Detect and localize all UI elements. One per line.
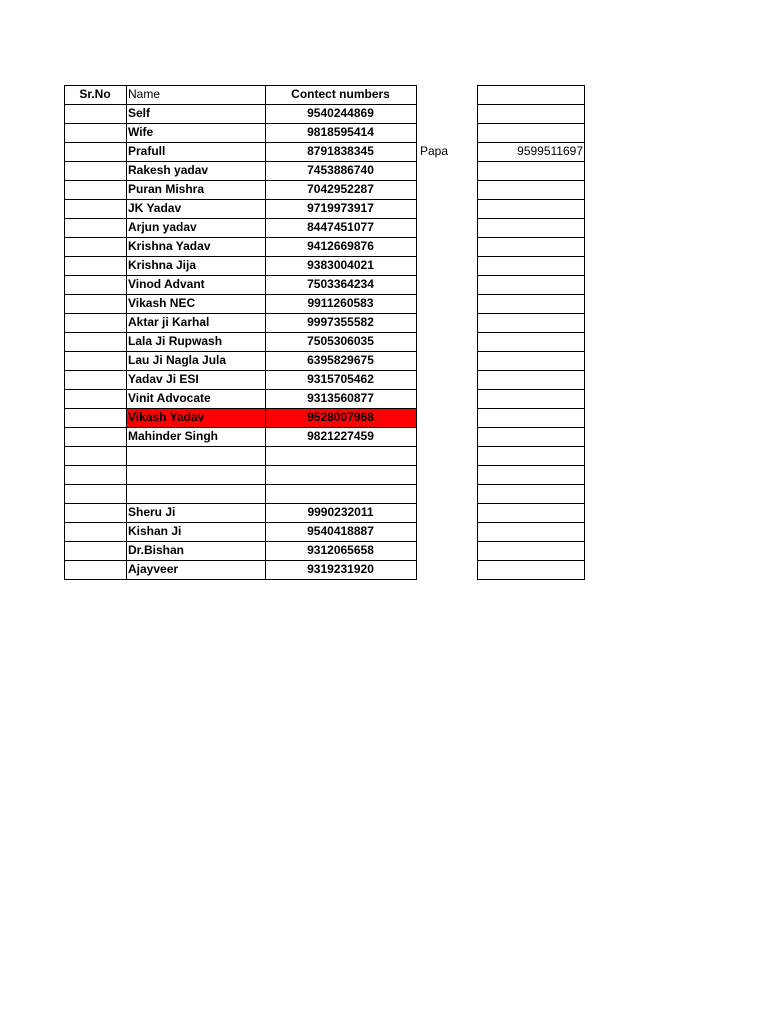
grid-hline [64, 180, 417, 181]
number-cell[interactable]: 9412669876 [307, 239, 374, 253]
table-row [64, 503, 585, 522]
number-cell[interactable]: 9990232011 [307, 505, 374, 519]
table-row [64, 123, 585, 142]
table-row [64, 389, 585, 408]
name-cell[interactable]: Prafull [128, 144, 166, 158]
grid-hline [64, 560, 417, 561]
table-row [64, 237, 585, 256]
table-row [64, 370, 585, 389]
grid-hline [64, 237, 417, 238]
name-cell[interactable]: Kishan Ji [128, 524, 182, 538]
name-cell[interactable] [126, 465, 265, 484]
number-cell[interactable]: 9383004021 [307, 258, 374, 272]
extra-number-cell[interactable]: 9599511697 [517, 144, 583, 158]
name-cell[interactable]: Krishna Jija [128, 258, 197, 272]
name-cell[interactable]: Vikash NEC [128, 296, 196, 310]
name-cell[interactable]: Lala Ji Rupwash [128, 334, 223, 348]
sr-no-cell[interactable] [64, 389, 126, 408]
grid-hline [64, 161, 417, 162]
number-cell[interactable] [265, 446, 416, 465]
grid-hline [64, 427, 417, 428]
grid-hline [477, 389, 585, 390]
extra-label-cell[interactable]: Papa [420, 144, 449, 158]
sr-no-cell[interactable] [64, 123, 126, 142]
number-cell[interactable]: 9821227459 [307, 429, 374, 443]
number-cell[interactable]: 9312065658 [307, 543, 374, 557]
grid-hline [64, 503, 417, 504]
name-cell[interactable]: Aktar ji Karhal [128, 315, 210, 329]
grid-hline [477, 218, 585, 219]
table-row [64, 522, 585, 541]
number-cell[interactable]: 9719973917 [307, 201, 374, 215]
sr-no-cell[interactable] [64, 256, 126, 275]
sr-no-cell[interactable] [64, 237, 126, 256]
number-cell[interactable]: 9315705462 [307, 372, 374, 386]
grid-hline [477, 332, 585, 333]
name-cell[interactable]: Vinod Advant [128, 277, 205, 291]
sr-no-cell[interactable] [64, 427, 126, 446]
name-cell[interactable] [126, 484, 265, 503]
grid-hline [477, 199, 585, 200]
sr-no-cell[interactable] [64, 142, 126, 161]
number-cell[interactable]: 7453886740 [307, 163, 374, 177]
number-cell[interactable]: 7042952287 [307, 182, 374, 196]
number-cell[interactable] [265, 484, 416, 503]
grid-hline [64, 522, 417, 523]
grid-hline [477, 351, 585, 352]
table-row [64, 180, 585, 199]
sr-no-cell[interactable] [64, 161, 126, 180]
grid-hline [64, 484, 417, 485]
table-row [64, 199, 585, 218]
sr-no-cell[interactable] [64, 104, 126, 123]
sr-no-cell[interactable] [64, 522, 126, 541]
sr-no-cell[interactable] [64, 560, 126, 579]
table-row [64, 560, 585, 579]
grid-hline [64, 389, 417, 390]
name-cell[interactable]: Krishna Yadav [128, 239, 211, 253]
number-cell[interactable]: 9540418887 [307, 524, 374, 538]
name-cell[interactable] [126, 446, 265, 465]
grid-hline [477, 484, 585, 485]
sr-no-cell[interactable] [64, 408, 126, 427]
grid-hline [477, 256, 585, 257]
grid-hline [64, 256, 417, 257]
name-cell[interactable]: Lau Ji Nagla Jula [128, 353, 227, 367]
sr-no-cell[interactable] [64, 484, 126, 503]
number-cell[interactable]: 9319231920 [307, 562, 374, 576]
number-cell[interactable]: 7503364234 [307, 277, 374, 291]
name-cell[interactable]: Puran Mishra [128, 182, 205, 196]
grid-hline [64, 123, 417, 124]
header-row [64, 85, 585, 104]
table-row [64, 294, 585, 313]
grid-hline [477, 123, 585, 124]
grid-hline [477, 446, 585, 447]
table-row [64, 541, 585, 560]
sr-no-cell[interactable] [64, 218, 126, 237]
table-row [64, 161, 585, 180]
grid-hline [477, 370, 585, 371]
grid-hline [477, 313, 585, 314]
name-cell[interactable]: JK Yadav [128, 201, 182, 215]
grid-hline [477, 180, 585, 181]
table-row [64, 275, 585, 294]
grid-hline [477, 503, 585, 504]
number-cell[interactable]: 6395829675 [307, 353, 374, 367]
grid-hline [477, 427, 585, 428]
grid-hline [64, 313, 417, 314]
name-cell[interactable]: Sheru Ji [128, 505, 176, 519]
grid-hline [64, 104, 417, 105]
name-cell[interactable]: Ajayveer [128, 562, 179, 576]
grid-hline [64, 465, 417, 466]
grid-hline [64, 275, 417, 276]
grid-hline [477, 161, 585, 162]
grid-hline [64, 370, 417, 371]
grid-hline [477, 522, 585, 523]
grid-hline [64, 199, 417, 200]
table-row [64, 484, 585, 503]
grid-hline [477, 465, 585, 466]
table-row [64, 142, 585, 161]
grid-hline [477, 579, 585, 580]
table-row [64, 104, 585, 123]
grid-hline [477, 560, 585, 561]
name-cell[interactable]: Arjun yadav [128, 220, 197, 234]
table-row [64, 427, 585, 446]
header-contact-numbers: Contect numbers [291, 87, 390, 101]
table-row [64, 446, 585, 465]
sr-no-cell[interactable] [64, 294, 126, 313]
sr-no-cell[interactable] [64, 332, 126, 351]
sr-no-cell[interactable] [64, 313, 126, 332]
name-cell[interactable]: Dr.Bishan [128, 543, 185, 557]
name-cell[interactable]: Vinit Advocate [128, 391, 211, 405]
grid-hline [64, 579, 417, 580]
sr-no-cell[interactable] [64, 446, 126, 465]
name-cell[interactable]: Vikash Yadav [126, 408, 265, 427]
grid-hline [477, 142, 585, 143]
table-row [64, 256, 585, 275]
grid-hline [477, 541, 585, 542]
grid-hline [477, 237, 585, 238]
grid-hline [64, 85, 417, 86]
grid-hline [477, 408, 585, 409]
name-cell[interactable]: Mahinder Singh [128, 429, 218, 443]
name-cell[interactable]: Wife [128, 125, 154, 139]
sr-no-cell[interactable] [64, 541, 126, 560]
table-row [64, 332, 585, 351]
grid-hline [64, 218, 417, 219]
name-cell[interactable]: Self [128, 106, 151, 120]
sr-no-cell[interactable] [64, 351, 126, 370]
grid-hline [64, 142, 417, 143]
name-cell[interactable]: Rakesh yadav [128, 163, 209, 177]
number-cell[interactable]: 9911260583 [307, 296, 374, 310]
sr-no-cell[interactable] [64, 199, 126, 218]
grid-hline [477, 104, 585, 105]
header-name: Name [128, 87, 161, 101]
table-row [64, 218, 585, 237]
number-cell[interactable] [265, 465, 416, 484]
number-cell[interactable]: 9818595414 [307, 125, 374, 139]
sr-no-cell[interactable] [64, 180, 126, 199]
name-cell[interactable]: Yadav Ji ESI [128, 372, 199, 386]
header-sr-no: Sr.No [79, 87, 111, 101]
number-cell[interactable]: 9528007968 [265, 408, 416, 427]
number-cell[interactable]: 8447451077 [307, 220, 374, 234]
table-row [64, 465, 585, 484]
table-row [64, 313, 585, 332]
grid-hline [477, 85, 585, 86]
number-cell[interactable]: 9313560877 [307, 391, 374, 405]
grid-hline [64, 408, 417, 409]
sr-no-cell[interactable] [64, 370, 126, 389]
grid-hline [64, 541, 417, 542]
sr-no-cell[interactable] [64, 503, 126, 522]
number-cell[interactable]: 7505306035 [307, 334, 374, 348]
number-cell[interactable]: 9540244869 [307, 106, 374, 120]
grid-hline [64, 351, 417, 352]
grid-hline [477, 275, 585, 276]
table-row [64, 408, 585, 427]
table-row [64, 351, 585, 370]
grid-hline [477, 294, 585, 295]
sr-no-cell[interactable] [64, 275, 126, 294]
number-cell[interactable]: 9997355582 [307, 315, 374, 329]
grid-hline [64, 332, 417, 333]
number-cell[interactable]: 8791838345 [307, 144, 374, 158]
sr-no-cell[interactable] [64, 465, 126, 484]
grid-hline [64, 294, 417, 295]
grid-hline [64, 446, 417, 447]
